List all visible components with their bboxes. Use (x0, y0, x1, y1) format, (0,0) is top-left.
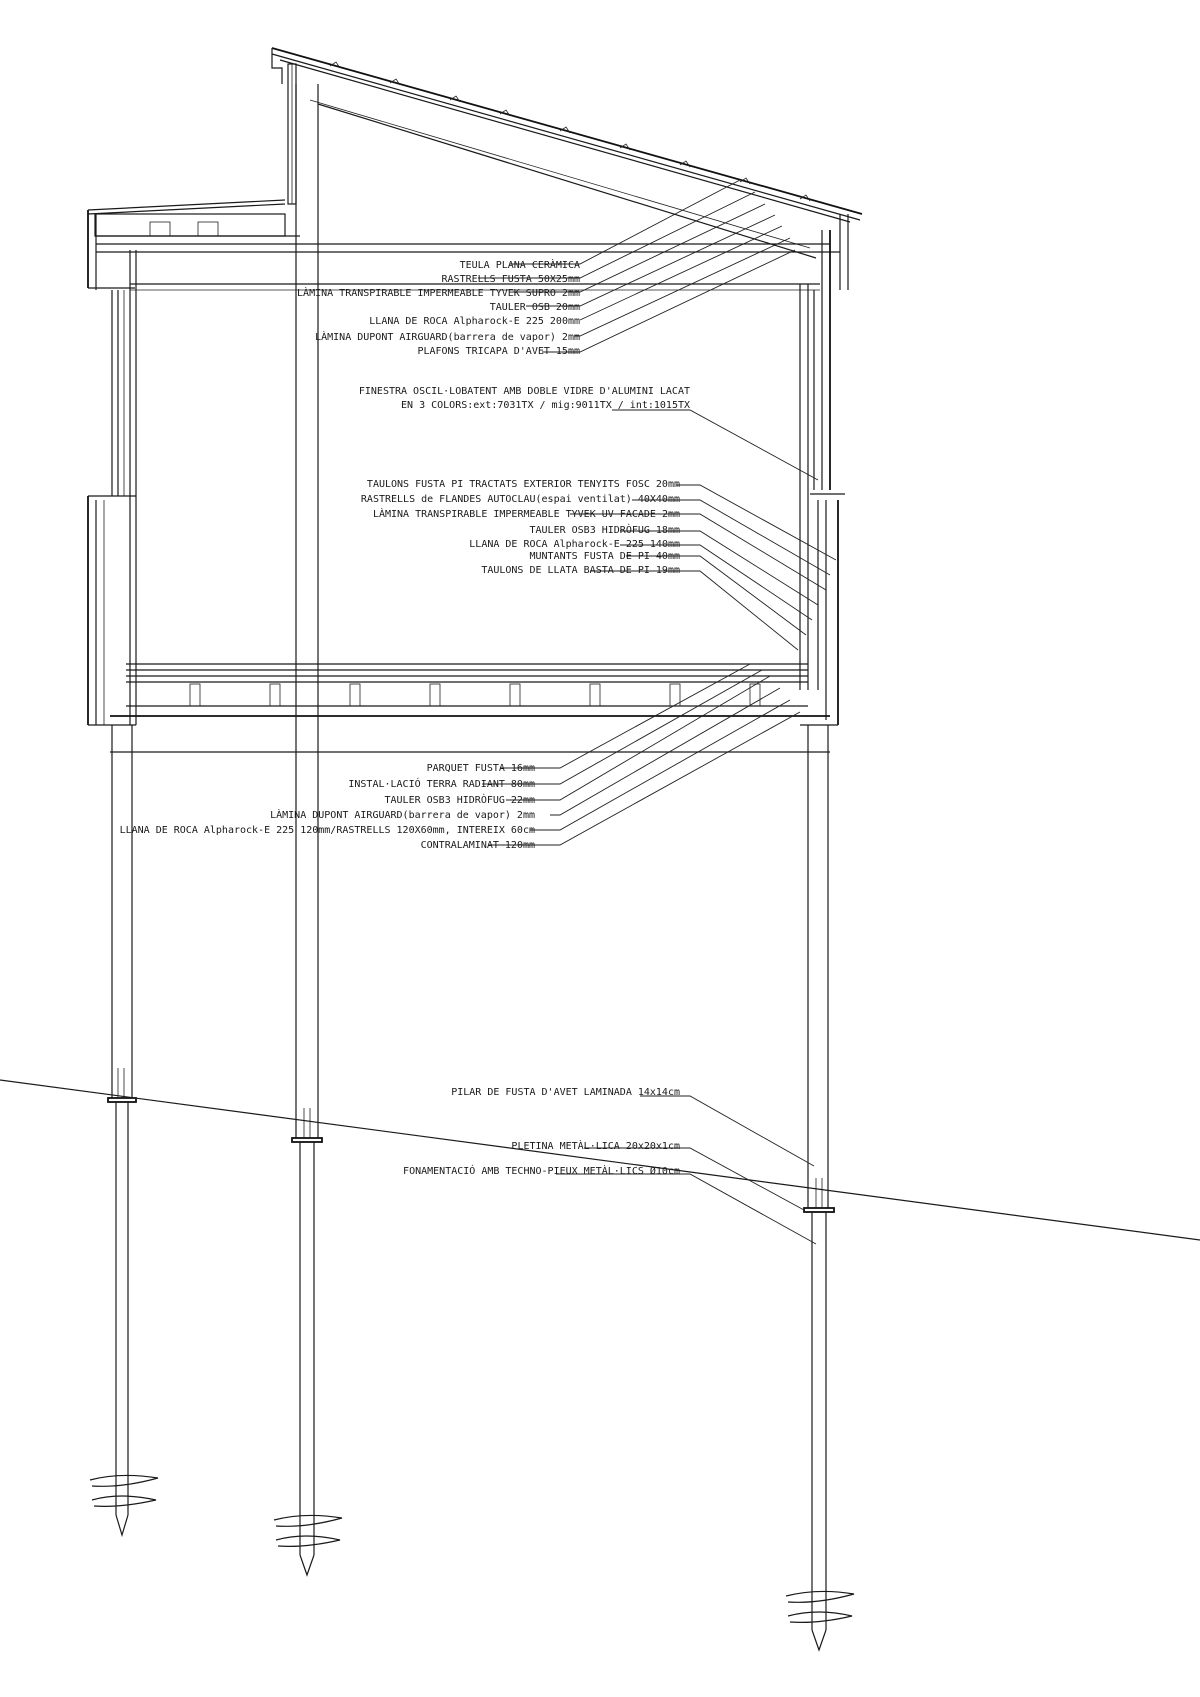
label-floor-3: TAULER OSB3 HIDRÒFUG 22mm (384, 795, 535, 806)
pillars (112, 84, 828, 1208)
label-wall-7: TAULONS DE LLATA BASTA DE PI 19mm (481, 565, 680, 576)
pitched-roof (272, 48, 862, 290)
screw-piles (90, 1102, 854, 1650)
label-foundation: FONAMENTACIÓ AMB TECHNO-PIEUX METÀL·LICS Ø10cm (403, 1166, 680, 1177)
floor-layer-labels (120, 763, 535, 851)
label-roof-3: LÀMINA TRANSPIRABLE IMPERMEABLE TYVEK SUPRO 2mm (297, 288, 580, 299)
label-wall-4: TAULER OSB3 HIDRÒFUG 18mm (529, 525, 680, 536)
label-window-2: EN 3 COLORS:ext:7031TX / mig:9011TX / int:1015TX (401, 400, 690, 411)
label-pillar: PILAR DE FUSTA D'AVET LAMINADA 14x14cm (451, 1087, 680, 1098)
label-wall-1: TAULONS FUSTA PI TRACTATS EXTERIOR TENYITS FOSC 20mm (366, 479, 680, 490)
label-roof-6: LÀMINA DUPONT AIRGUARD(barrera de vapor) 2mm (315, 332, 580, 343)
label-window-1: FINESTRA OSCIL·LOBATENT AMB DOBLE VIDRE D'ALUMINI LACAT (358, 386, 690, 397)
label-wall-5: LLANA DE ROCA Alpharock-E 225 140mm (469, 539, 680, 550)
label-floor-2: INSTAL·LACIÓ TERRA RADIANT 80mm (348, 779, 535, 790)
label-floor-4: LÀMINA DUPONT AIRGUARD(barrera de vapor) 2mm (270, 810, 535, 821)
label-wall-6: MUNTANTS FUSTA DE PI 40mm (529, 551, 680, 562)
window-labels (359, 386, 690, 411)
label-roof-7: PLAFONS TRICAPA D'AVET 15mm (417, 346, 580, 357)
label-roof-5: LLANA DE ROCA Alpharock-E 225 200mm (369, 316, 580, 327)
label-roof-2: RASTRELLS FUSTA 50X25mm (441, 274, 580, 285)
foundation-labels (403, 1087, 680, 1177)
roof-layer-labels (297, 258, 580, 357)
label-floor-1: PARQUET FUSTA 16mm (426, 763, 535, 774)
wall-layer-labels (361, 479, 680, 576)
ground-line (0, 1080, 1200, 1240)
label-roof-1: TEULA PLANA CERÀMICA (459, 260, 580, 271)
flat-roof (88, 200, 300, 236)
window-leader (612, 410, 818, 480)
label-roof-4: TAULER OSB 20mm (489, 302, 580, 313)
label-plate: PLETINA METÀL·LICA 20x20x1cm (511, 1141, 680, 1152)
label-floor-5: LLANA DE ROCA Alpharock-E 225 120mm/RASTRELLS 120X60mm, INTEREIX 60cm (119, 825, 535, 836)
label-wall-3: LÀMINA TRANSPIRABLE IMPERMEABLE TYVEK UV FACADE 2mm (372, 509, 680, 520)
label-wall-2: RASTRELLS de FLANDES AUTOCLAU(espai ventilat) 40X40mm (360, 494, 680, 505)
label-floor-6: CONTRALAMINAT 120mm (420, 840, 535, 851)
clerestory-window (288, 64, 296, 204)
